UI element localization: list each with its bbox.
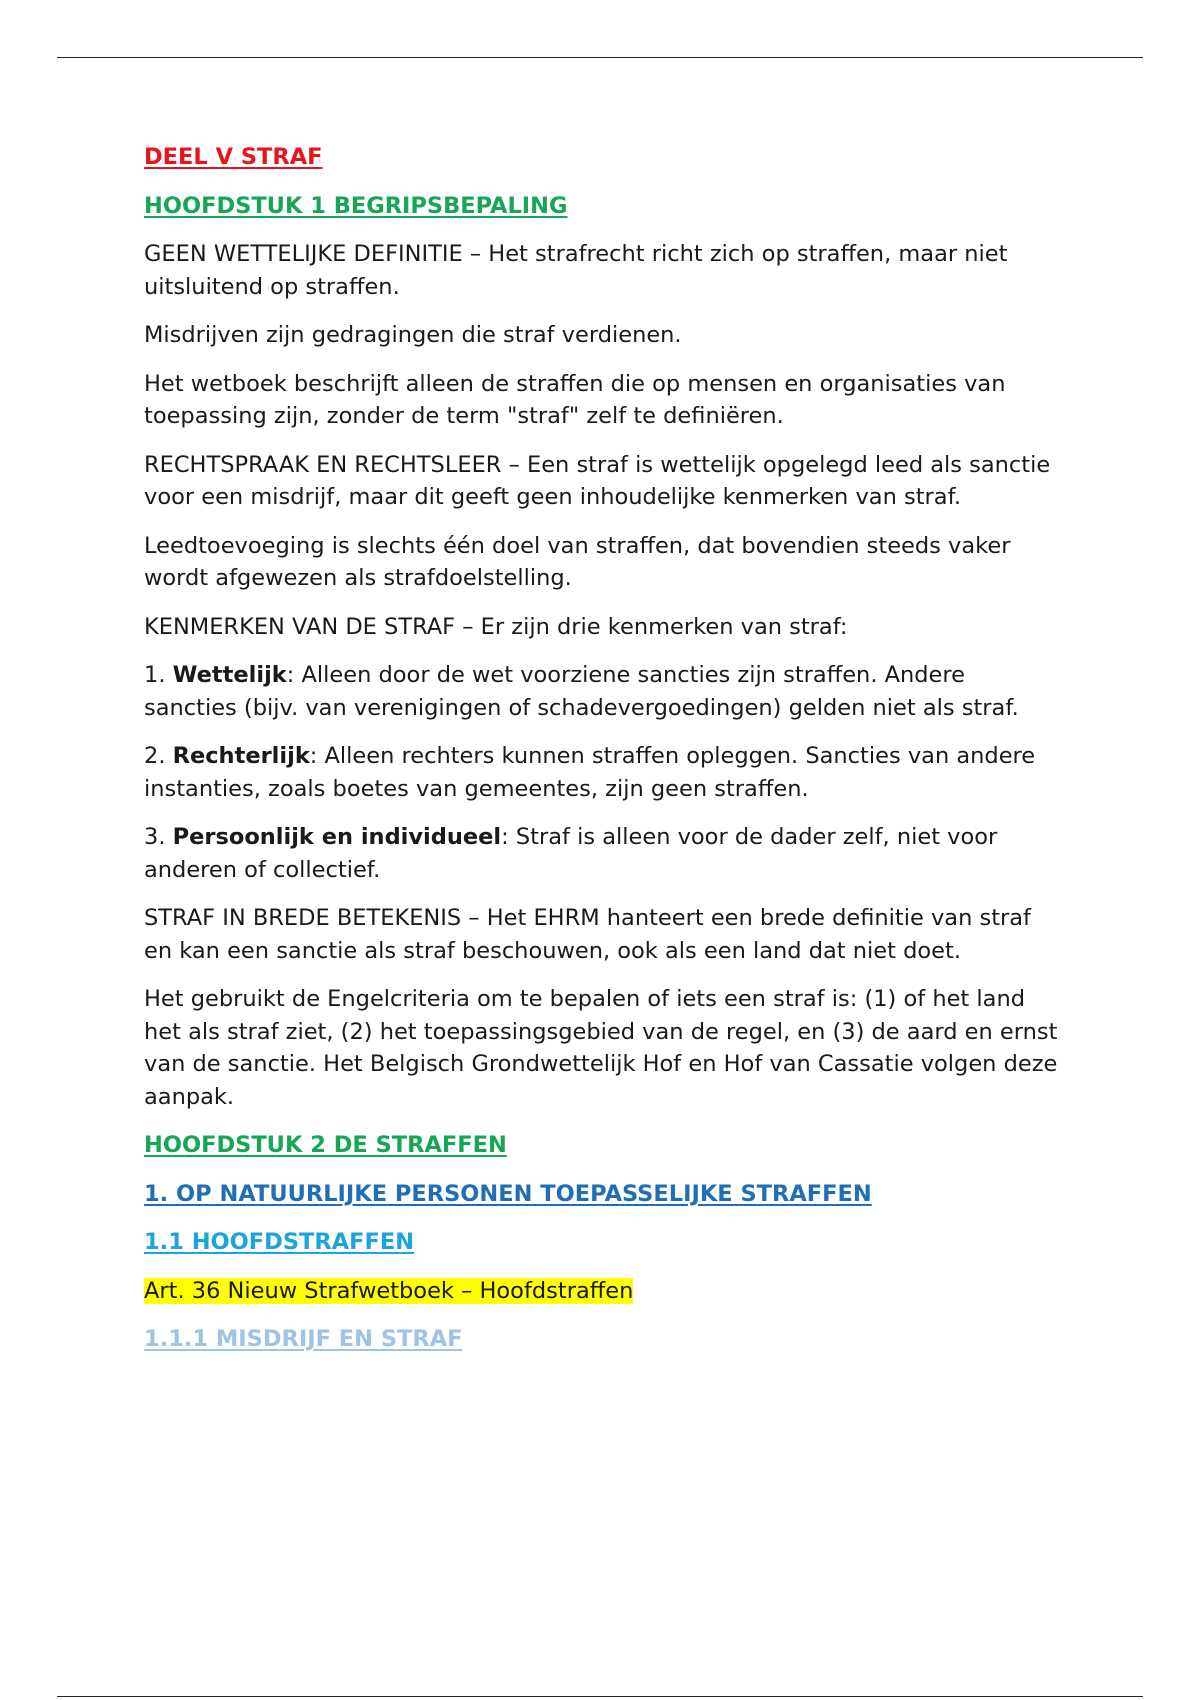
paragraph-geen-wettelijke-definitie: GEEN WETTELIJKE DEFINITIE – Het strafrecht richt zich op straffen, maar niet uitsluitend op straffen. (144, 241, 1008, 300)
list-item-term: Rechterlijk (172, 743, 310, 769)
paragraph-misdrijven: Misdrijven zijn gedragingen die straf verdienen. (144, 322, 682, 348)
list-item-term: Wettelijk (172, 662, 287, 688)
footer-rule (57, 1696, 1143, 1697)
heading-hoofdstuk-2: HOOFDSTUK 2 DE STRAFFEN (144, 1132, 507, 1158)
heading-section-1-1-1: 1.1.1 MISDRIJF EN STRAF (144, 1326, 463, 1352)
list-item-text: : Straf is alleen voor de dader zelf, niet voor anderen of collectief. (144, 824, 998, 883)
list-item-number: 3. (144, 824, 173, 850)
list-item-rechterlijk (144, 740, 1064, 805)
paragraph-engelcriteria: Het gebruikt de Engelcriteria om te bepalen of iets een straf is: (1) of het land het als straf ziet, (2) het toepassingsgebied van de regel, en (3) de aard en ernst van de sanctie. Het Belgisch Grondwettelijk Hof en Hof van Cassatie volgen deze aanpak. (144, 986, 1058, 1110)
list-item-text: : Alleen door de wet voorziene sancties zijn straffen. Andere sancties (bijv. van verenigingen of schadevergoedingen) gelden niet als straf. (144, 662, 1019, 721)
highlight-line (144, 1275, 1064, 1308)
heading-deel: DEEL V STRAF (144, 144, 323, 170)
heading-hoofdstuk-1: HOOFDSTUK 1 BEGRIPSBEPALING (144, 192, 568, 219)
list-item-persoonlijk (144, 821, 1064, 886)
header-rule (57, 57, 1143, 58)
document-body (144, 141, 1064, 1372)
paragraph-straf-brede-betekenis: STRAF IN BREDE BETEKENIS – Het EHRM hanteert een brede definitie van straf en kan een sanctie als straf beschouwen, ook als een land dat niet doet. (144, 905, 1031, 964)
paragraph-wetboek: Het wetboek beschrijft alleen de straffen die op mensen en organisaties van toepassing zijn, zonder de term "straf" zelf te definiëren. (144, 370, 1006, 429)
highlighted-article: Art. 36 Nieuw Strafwetboek – Hoofdstraffen (144, 1277, 634, 1304)
list-item-number: 1. (144, 662, 173, 688)
paragraph-leedtoevoeging: Leedtoevoeging is slechts één doel van straffen, dat bovendien steeds vaker wordt afgewezen als strafdoelstelling. (144, 532, 1011, 591)
list-item-term: Persoonlijk en individueel (172, 824, 502, 850)
list-item-wettelijk (144, 659, 1064, 724)
heading-section-1-1: 1.1 HOOFDSTRAFFEN (144, 1229, 415, 1255)
list-item-text: : Alleen rechters kunnen straffen opleggen. Sancties van andere instanties, zoals boetes van gemeentes, zijn geen straffen. (144, 743, 1036, 802)
list-item-number: 2. (144, 743, 173, 769)
paragraph-rechtspraak: RECHTSPRAAK EN RECHTSLEER – Een straf is wettelijk opgelegd leed als sanctie voor een misdrijf, maar dit geeft geen inhoudelijke kenmerken van straf. (144, 451, 1051, 510)
heading-section-1: 1. OP NATUURLIJKE PERSONEN TOEPASSELIJKE STRAFFEN (144, 1180, 872, 1207)
paragraph-kenmerken: KENMERKEN VAN DE STRAF – Er zijn drie kenmerken van straf: (144, 613, 848, 640)
